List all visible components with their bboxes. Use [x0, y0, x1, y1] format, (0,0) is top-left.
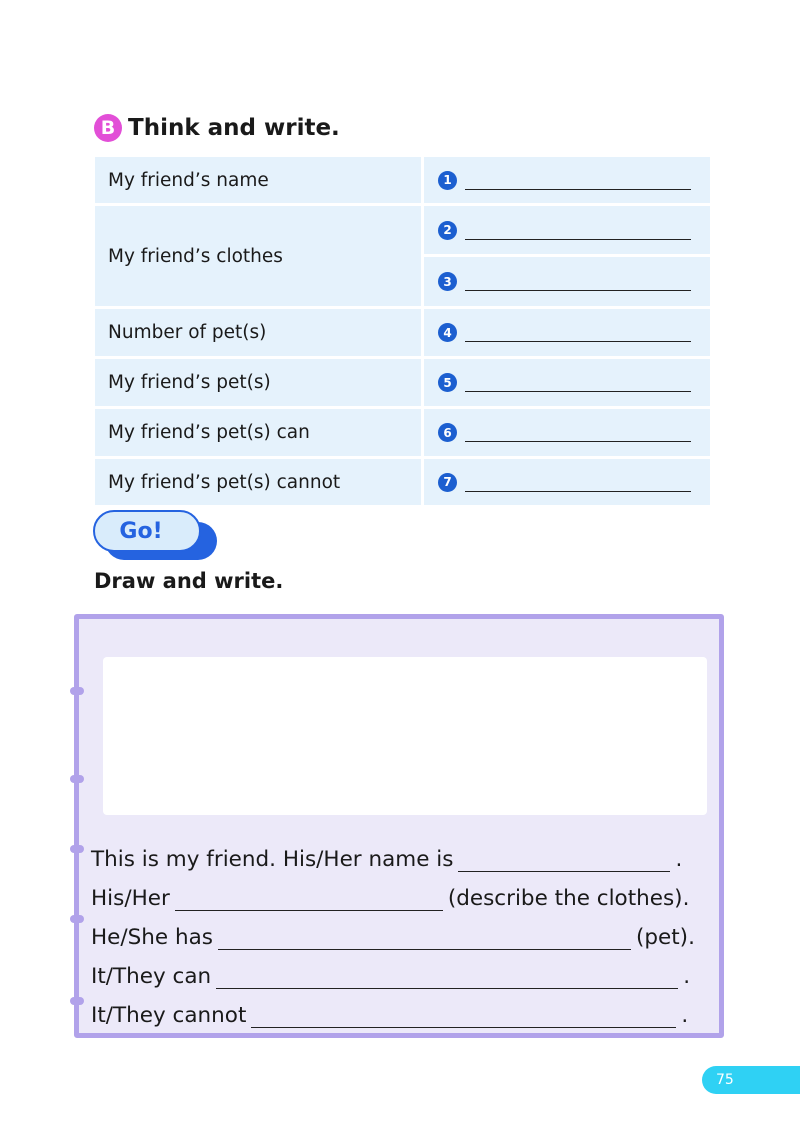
line-4-blank[interactable] [216, 964, 678, 989]
think-write-table [95, 157, 710, 505]
number-3-badge: 3 [438, 272, 457, 291]
section-title: Think and write. [128, 115, 340, 141]
answer-blank-4[interactable] [465, 323, 691, 342]
answer-blank-1[interactable] [465, 171, 691, 190]
line-4-text: It/They can [91, 964, 212, 989]
sentence-line-2 [91, 872, 721, 911]
line-5-text: It/They cannot [91, 1003, 247, 1028]
answer-blank-5[interactable] [465, 373, 691, 392]
number-7-badge: 7 [438, 473, 457, 492]
line-4-end: . [683, 964, 691, 989]
sentence-line-5 [91, 989, 721, 1028]
answer-blank-2[interactable] [465, 221, 691, 240]
answer-cell-5 [424, 359, 710, 406]
sentence-line-3 [91, 911, 721, 950]
line-3-blank[interactable] [218, 925, 631, 950]
draw-write-box [74, 614, 724, 1038]
sentence-line-1 [91, 833, 721, 872]
answer-cell-2 [424, 206, 710, 254]
binder-hole-icon [70, 775, 84, 783]
line-2-end: (describe the clothes). [447, 886, 690, 911]
binder-hole-icon [70, 687, 84, 695]
sentence-line-4 [91, 950, 721, 989]
number-5-badge: 5 [438, 373, 457, 392]
line-1-end: . [675, 847, 683, 872]
section-b-header [94, 114, 340, 142]
number-4-badge: 4 [438, 323, 457, 342]
row-label-name: My friend’s name [95, 157, 421, 203]
number-6-badge: 6 [438, 423, 457, 442]
section-letter-badge: B [94, 114, 122, 142]
answer-cell-6 [424, 409, 710, 456]
answer-cell-7 [424, 459, 710, 505]
number-2-badge: 2 [438, 221, 457, 240]
row-label-clothes: My friend’s clothes [95, 206, 421, 306]
row-label-number-of-pets: Number of pet(s) [95, 309, 421, 356]
row-label-pets: My friend’s pet(s) [95, 359, 421, 406]
line-3-text: He/She has [91, 925, 213, 950]
go-badge-label: Go! [93, 510, 201, 552]
go-badge [93, 510, 219, 562]
line-1-text: This is my friend. His/Her name is [91, 847, 454, 872]
binder-hole-icon [70, 915, 84, 923]
drawing-area[interactable] [103, 657, 707, 815]
line-5-end: . [681, 1003, 689, 1028]
answer-blank-6[interactable] [465, 423, 691, 442]
line-2-text: His/Her [91, 886, 170, 911]
answer-blank-3[interactable] [465, 272, 691, 291]
row-label-pets-can: My friend’s pet(s) can [95, 409, 421, 456]
line-5-blank[interactable] [251, 1003, 676, 1028]
binder-hole-icon [70, 845, 84, 853]
draw-write-title: Draw and write. [94, 569, 284, 593]
line-1-blank[interactable] [458, 847, 670, 872]
sentence-lines [91, 833, 721, 1028]
line-2-blank[interactable] [175, 886, 443, 911]
answer-cell-1 [424, 157, 710, 203]
number-1-badge: 1 [438, 171, 457, 190]
row-label-pets-cannot: My friend’s pet(s) cannot [95, 459, 421, 505]
answer-cell-3 [424, 257, 710, 306]
line-3-end: (pet). [635, 925, 695, 950]
page-number: 75 [702, 1066, 800, 1094]
binder-hole-icon [70, 997, 84, 1005]
answer-blank-7[interactable] [465, 473, 691, 492]
answer-cell-4 [424, 309, 710, 356]
